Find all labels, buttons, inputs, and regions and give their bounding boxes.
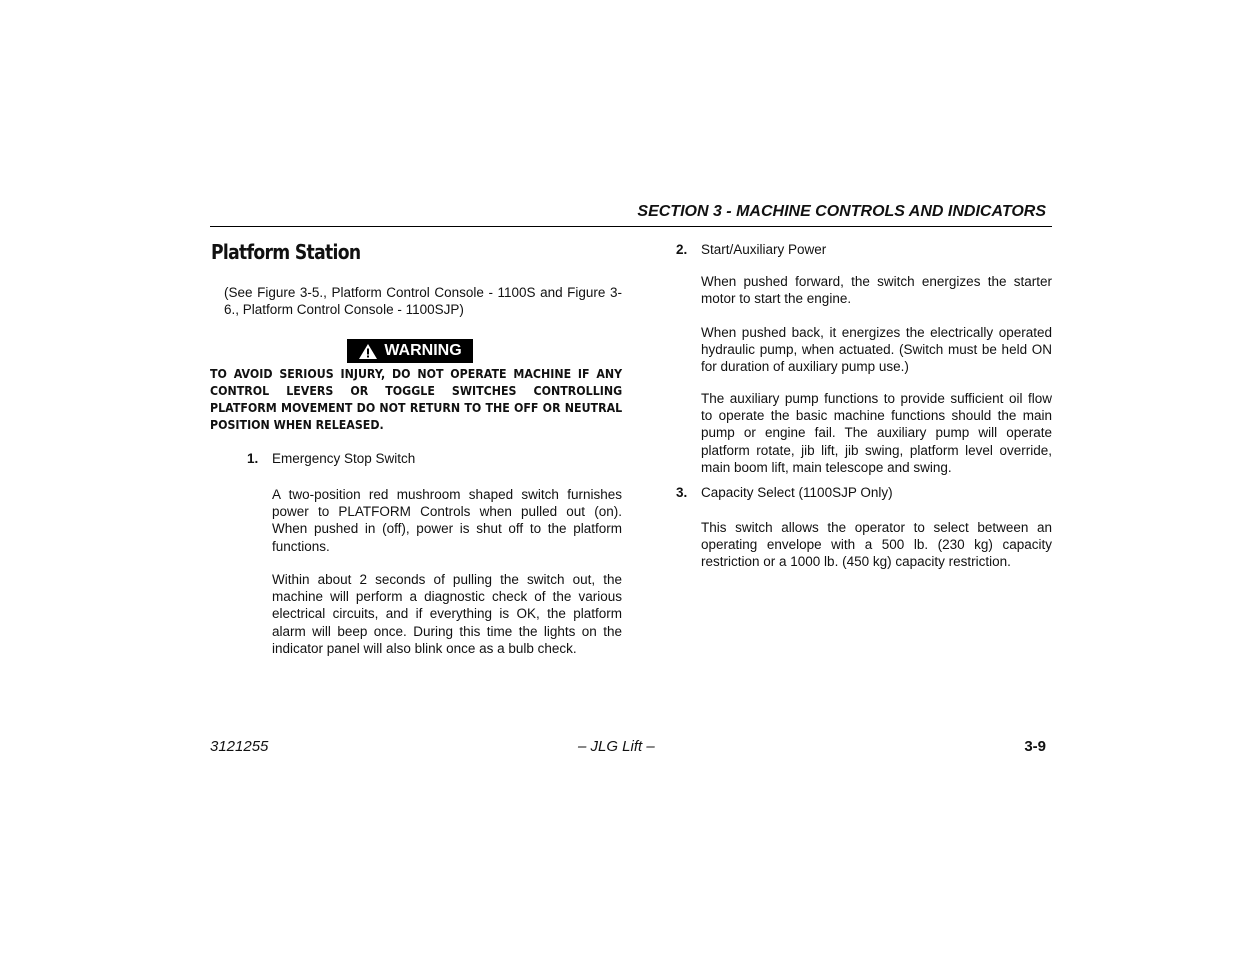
warning-label: WARNING xyxy=(384,342,462,359)
item-number-2: 2. xyxy=(676,242,688,257)
item-label-capacity-select: Capacity Select (1100SJP Only) xyxy=(701,485,893,500)
footer-doc-number: 3121255 xyxy=(210,738,269,755)
item-3-paragraph-1: This switch allows the operator to select between an operating envelope with a 500 lb. (230 kg) capacity restriction or a 1000 lb. (450 kg) capacity restriction. xyxy=(701,520,1052,570)
item-2-paragraph-1: When pushed forward, the switch energizes the starter motor to start the engine. xyxy=(701,274,1052,307)
item-number-1: 1. xyxy=(247,451,259,466)
item-2-paragraph-2: When pushed back, it energizes the electrically operated hydraulic pump, when actuated. (Switch must be held ON for duration of auxiliary pump use.) xyxy=(701,325,1052,375)
item-1-paragraph-2: Within about 2 seconds of pulling the switch out, the machine will perform a diagnostic check of the various electrical circuits, and if everything is OK, the platform alarm will beep once. During this time the lights on the indicator panel will also blink once as a bulb check. xyxy=(272,572,622,656)
item-number-3: 3. xyxy=(676,485,688,500)
item-2-paragraph-3: The auxiliary pump functions to provide sufficient oil flow to operate the basic machine functions should the main pump or engine fail. The auxiliary pump will operate platform rotate, jib lift, jib swing, platform level override, main boom lift, main telescope and swing. xyxy=(701,391,1052,475)
warning-badge xyxy=(347,339,473,363)
item-1-paragraph-1: A two-position red mushroom shaped switch furnishes power to PLATFORM Controls when pulled out (on). When pushed in (off), power is shut off to the platform functions. xyxy=(272,487,622,554)
item-label-start-auxiliary: Start/Auxiliary Power xyxy=(701,242,827,257)
header-divider xyxy=(210,226,1052,227)
page-title: Platform Station xyxy=(211,240,361,264)
footer-publisher: – JLG Lift – xyxy=(578,738,655,755)
item-label-emergency-stop: Emergency Stop Switch xyxy=(272,451,416,466)
warning-triangle-icon xyxy=(358,343,378,360)
footer-page-number: 3-9 xyxy=(1024,738,1046,755)
intro-paragraph: (See Figure 3-5., Platform Control Console - 1100S and Figure 3-6., Platform Control Console - 1100SJP) xyxy=(224,285,622,318)
warning-text: TO AVOID SERIOUS INJURY, DO NOT OPERATE MACHINE IF ANY CONTROL LEVERS OR TOGGLE SWITCHES CONTROLLING PLATFORM MOVEMENT DO NOT RETURN TO THE OFF OR NEUTRAL POSITION WHEN RELEASED. xyxy=(210,367,623,432)
section-header: SECTION 3 - MACHINE CONTROLS AND INDICATORS xyxy=(637,203,1046,220)
